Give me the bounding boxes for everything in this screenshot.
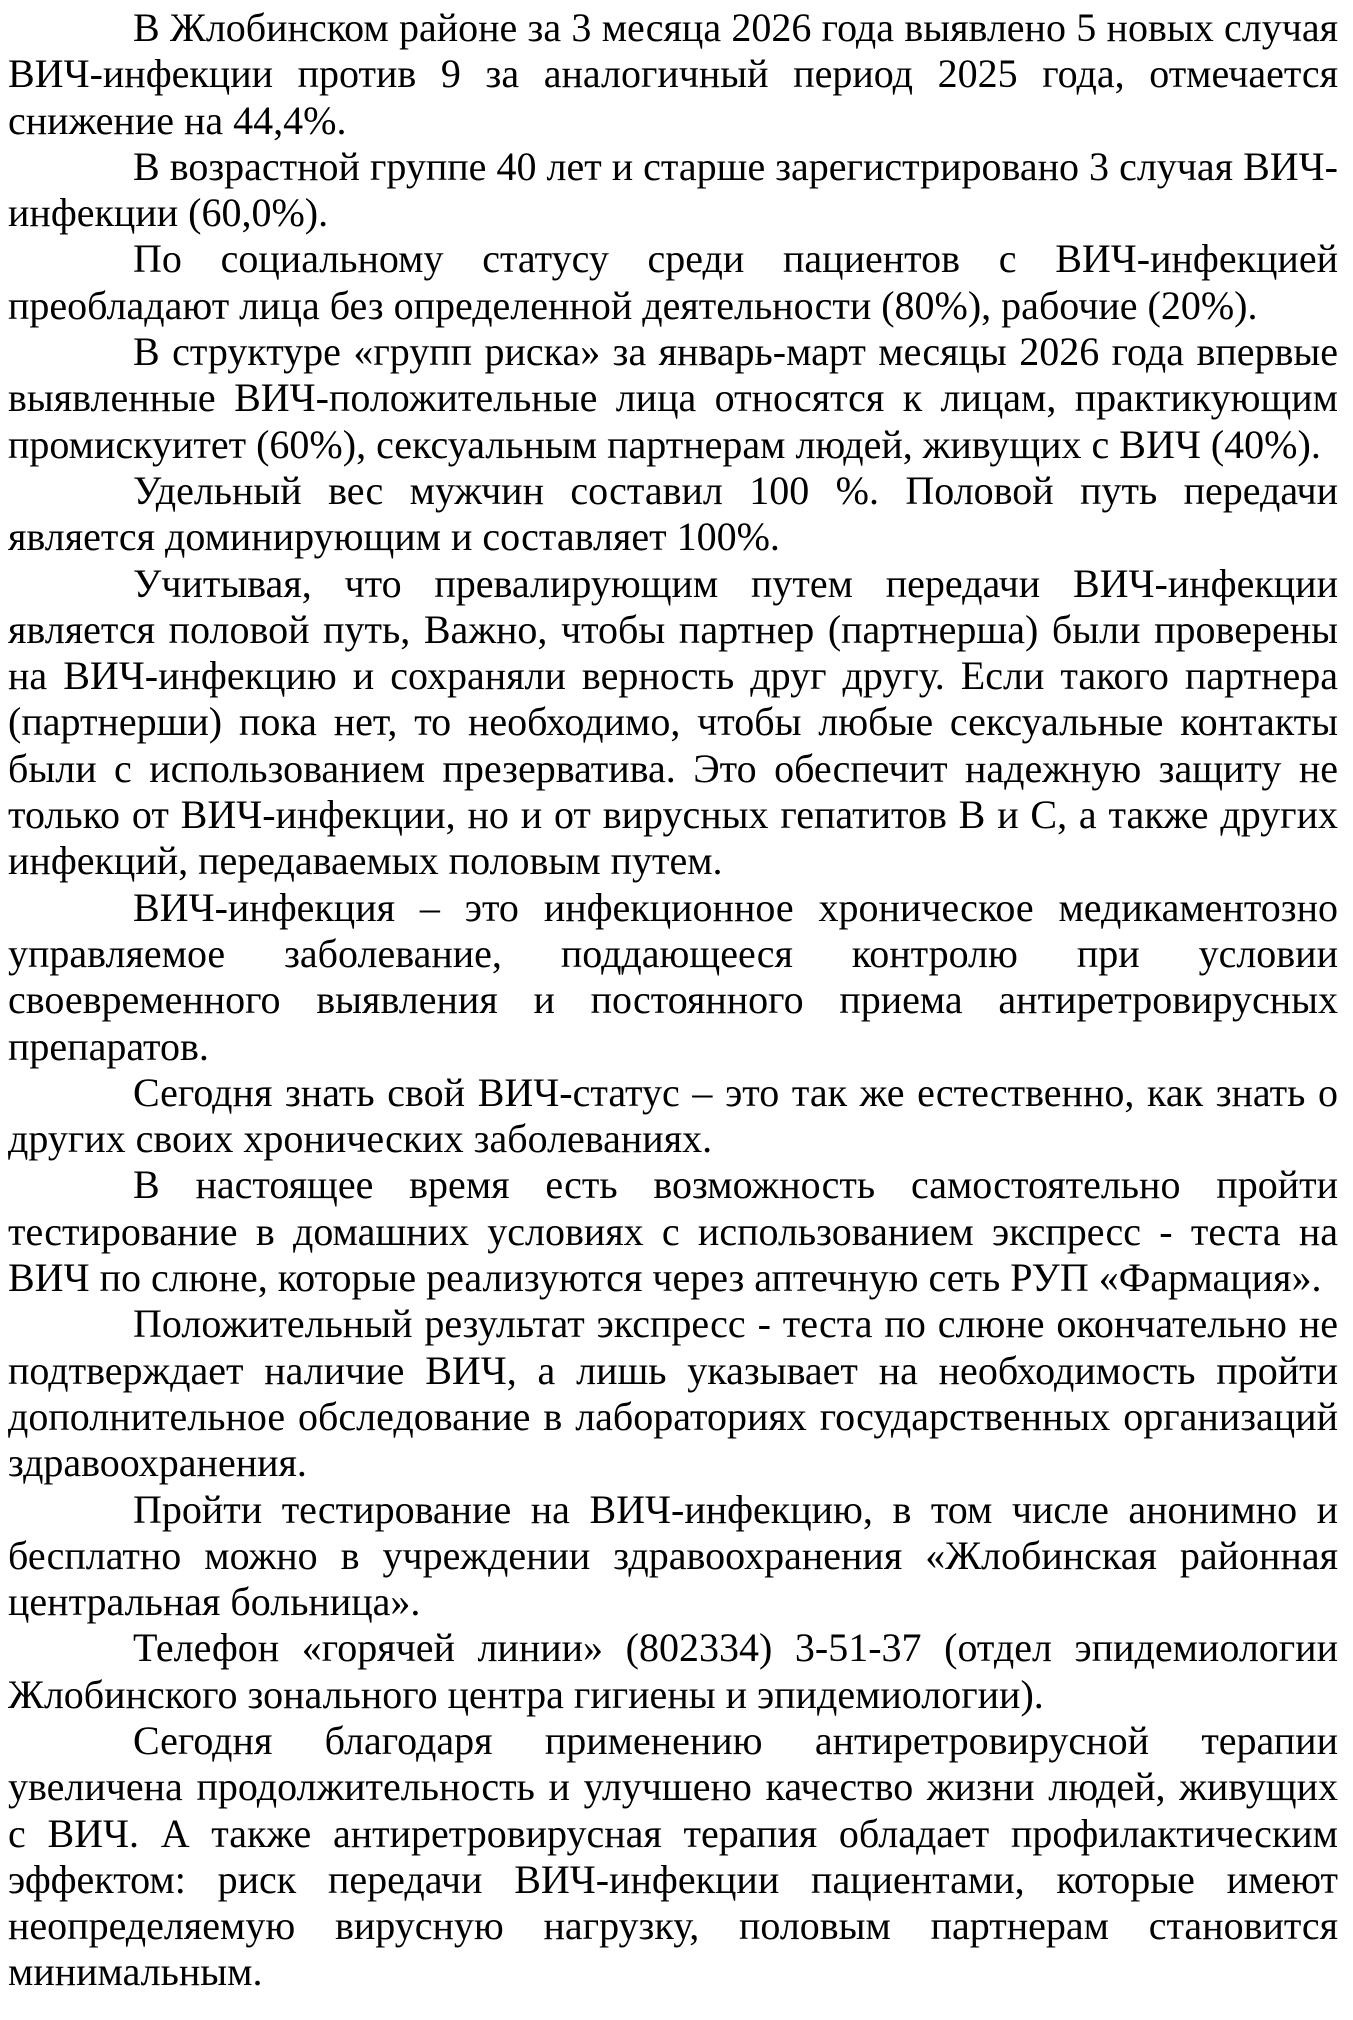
paragraph-transmission-advice: Учитывая, что превалирующим путем передачи ВИЧ-инфекции является половой путь, Важно, чтобы партнер (партнерша) были проверены на ВИЧ-инфекцию и сохраняли верность друг другу. Если такого партнера (партнерши) пока нет, то необходимо, чтобы любые сексуальные контакты были с использованием презерватива. Это обеспечит надежную защиту не только от ВИЧ-инфекции, но и от вирусных гепатитов В и С, а также других инфекций, передаваемых половым путем. [8,560,1338,884]
paragraph-know-status: Сегодня знать свой ВИЧ-статус – это так же естественно, как знать о других своих хронических заболеваниях. [8,1069,1338,1162]
paragraph-where-to-test: Пройти тестирование на ВИЧ-инфекцию, в том числе анонимно и бесплатно можно в учреждении здравоохранения «Жлобинская районная центральная больница». [8,1486,1338,1625]
paragraph-hiv-definition: ВИЧ-инфекция – это инфекционное хроническое медикаментозно управляемое заболевание, поддающееся контролю при условии своевременного выявления и постоянного приема антиретровирусных препаратов. [8,884,1338,1069]
paragraph-positive-result: Положительный результат экспресс - теста по слюне окончательно не подтверждает наличие ВИЧ, а лишь указывает на необходимость пройти дополнительное обследование в лабораториях государственных организаций здравоохранения. [8,1301,1338,1486]
paragraph-social-status: По социальному статусу среди пациентов с ВИЧ-инфекцией преобладают лица без определенной деятельности (80%), рабочие (20%). [8,236,1338,328]
paragraph-age-group: В возрастной группе 40 лет и старше зарегистрировано 3 случая ВИЧ-инфекции (60,0%). [8,143,1338,236]
paragraph-risk-groups: В структуре «групп риска» за январь-март месяцы 2026 года впервые выявленные ВИЧ-положительные лица относятся к лицам, практикующим промискуитет (60%), сексуальным партнерам людей, живущих с ВИЧ (40%). [8,329,1338,467]
paragraph-male-share: Удельный вес мужчин составил 100 %. Половой путь передачи является доминирующим и составляет 100%. [8,467,1338,560]
paragraph-hotline-phone: Телефон «горячей линии» (802334) 3-51-37 (отдел эпидемиологии Жлобинского зонального центра гигиены и эпидемиологии). [8,1625,1338,1717]
paragraph-hiv-cases-stats: В Жлобинском районе за 3 месяца 2026 года выявлено 5 новых случая ВИЧ-инфекции против 9 за аналогичный период 2025 года, отмечается снижение на 44,4%. [8,5,1338,143]
paragraph-self-testing: В настоящее время есть возможность самостоятельно пройти тестирование в домашних условиях с использованием экспресс - теста на ВИЧ по слюне, которые реализуются через аптечную сеть РУП «Фармация». [8,1162,1338,1301]
paragraph-art-therapy: Сегодня благодаря применению антиретровирусной терапии увеличена продолжительность и улучшено качество жизни людей, живущих с ВИЧ. А также антиретровирусная терапия обладает профилактическим эффектом: риск передачи ВИЧ-инфекции пациентами, которые имеют неопределяемую вирусную нагрузку, половым партнерам становится минимальным. [8,1717,1338,1995]
